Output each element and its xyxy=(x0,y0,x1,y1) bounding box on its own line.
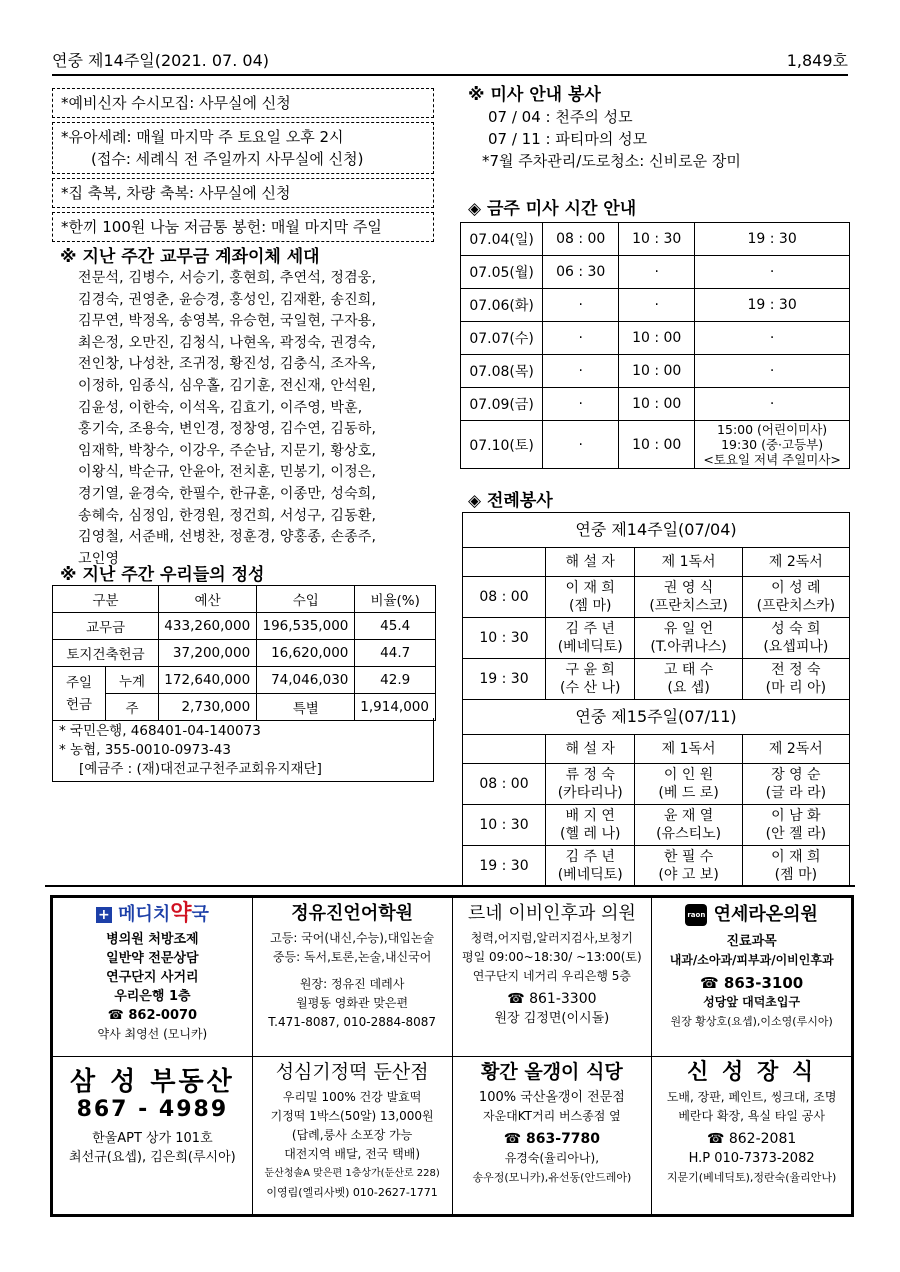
ad-line: 성당앞 대덕초입구 xyxy=(703,995,801,1009)
ad-line: 우리밀 100% 건강 발효떡 xyxy=(282,1089,422,1104)
mass-time-row xyxy=(461,421,850,469)
cumulative-budget: 172,640,000 xyxy=(159,667,257,694)
transfer-title: ※ 지난 주간 교무금 계좌이체 세대 xyxy=(60,247,320,267)
ad-name: 연세라온의원 xyxy=(713,904,818,925)
ad-phone: ☎ 862-2081 xyxy=(706,1130,797,1147)
name-line: 이왕식, 박순규, 안윤아, 전치훈, 민봉기, 이정은, xyxy=(78,464,377,481)
mass-day: 07.05(월) xyxy=(461,256,543,289)
mass-time: 10 : 00 xyxy=(619,388,695,421)
ad-line: 진료과목 xyxy=(726,934,777,949)
liturgy-server xyxy=(635,846,742,887)
liturgy-title: ◈ 전례봉사 xyxy=(468,491,553,511)
notice-item xyxy=(52,178,434,208)
name-line: 고인영 xyxy=(78,550,120,567)
liturgy-server xyxy=(635,659,742,700)
server-name: 김 주 년 xyxy=(565,849,615,865)
mass-time: 08 : 00 xyxy=(543,223,619,256)
name-line: 김경숙, 권영춘, 윤승경, 홍성인, 김재환, 송진희, xyxy=(78,291,377,308)
server-baptismal-name: (안 젤 라) xyxy=(765,826,827,842)
liturgy-time: 10 : 30 xyxy=(463,618,546,659)
ad-line: 일반약 전문상담 xyxy=(106,951,199,966)
mass-time: · xyxy=(695,355,850,388)
server-baptismal-name: (베 드 로) xyxy=(658,785,719,801)
mass-day: 07.04(일) xyxy=(461,223,543,256)
ad-line: 원장 김정면(이시돌) xyxy=(494,1011,610,1026)
finance-header: 비율(%) xyxy=(355,586,436,613)
sunday-label-line: 헌금 xyxy=(65,696,93,713)
name-line: 송혜숙, 심정임, 한경원, 정건희, 서성구, 김동환, xyxy=(78,507,377,524)
sunday-offering-label xyxy=(53,667,106,721)
ad-line: 평일 09:00~18:30/ ~13:00(토) xyxy=(462,950,642,964)
ad-phone: H.P 010-7373-2082 xyxy=(688,1150,815,1166)
server-baptismal-name: (헬 레 나) xyxy=(560,826,621,842)
mass-time: 19 : 30 xyxy=(695,223,850,256)
liturgy-server xyxy=(742,618,849,659)
server-name: 이 남 화 xyxy=(771,808,821,824)
ad-ricecake xyxy=(252,1056,452,1215)
liturgy-row xyxy=(463,618,850,659)
ad-line: T.471-8087, 010-2884-8087 xyxy=(268,1015,436,1029)
mass-service-item: 07 / 04 : 천주의 성모 xyxy=(488,108,633,126)
mass-time: · xyxy=(695,322,850,355)
bank-accounts xyxy=(52,718,434,782)
server-name: 이 인 원 xyxy=(663,767,714,783)
ad-line: 중등: 독서,토론,논술,내신국어 xyxy=(272,950,432,964)
liturgy-server xyxy=(635,764,742,805)
liturgy-role-header: 해 설 자 xyxy=(546,548,635,577)
ad-line: 송우정(모니카),유선동(안드레아) xyxy=(472,1170,632,1184)
ad-phone: ☎ 862-0070 xyxy=(107,1008,198,1023)
finance-header: 예산 xyxy=(159,586,257,613)
ad-phone: ☎ 863-7780 xyxy=(503,1130,601,1147)
liturgy-server xyxy=(546,764,635,805)
ad-phone: ☎ 861-3300 xyxy=(507,991,597,1007)
ad-line: 원장: 정유진 데레사 xyxy=(299,977,405,991)
saturday-masses xyxy=(695,421,850,469)
saturday-mass-line: 19:30 (중·고등부) xyxy=(721,437,824,452)
finance-income: 196,535,000 xyxy=(257,613,355,640)
server-baptismal-name: (T.아퀴나스) xyxy=(650,639,727,655)
server-baptismal-name: (베네딕토) xyxy=(557,639,623,655)
cumulative-ratio: 42.9 xyxy=(355,667,436,694)
ad-line: 기정떡 1박스(50알) 13,000원 xyxy=(270,1108,434,1123)
mass-day: 07.08(목) xyxy=(461,355,543,388)
mass-time: 10 : 30 xyxy=(619,223,695,256)
special-amount: 1,914,000 xyxy=(355,694,436,721)
ad-pharmacy xyxy=(53,898,253,1057)
liturgy-role-header: 제 2독서 xyxy=(742,548,849,577)
ad-line: 100% 국산올갱이 전문점 xyxy=(478,1089,625,1105)
server-name: 한 필 수 xyxy=(663,849,714,865)
notice-text: *집 축복, 차량 축복: 사무실에 신청 xyxy=(61,184,291,202)
liturgy-role-header: 제 1독서 xyxy=(635,548,742,577)
mass-time: 10 : 00 xyxy=(619,421,695,469)
mass-time: · xyxy=(543,355,619,388)
weekly-budget: 2,730,000 xyxy=(159,694,257,721)
cross-icon: + xyxy=(96,907,112,923)
ad-academy xyxy=(252,898,452,1057)
mass-time: · xyxy=(543,289,619,322)
mass-time: · xyxy=(543,388,619,421)
server-name: 고 태 수 xyxy=(663,662,714,678)
liturgy-server xyxy=(546,659,635,700)
ad-title: 삼 성 부동산 xyxy=(70,1066,235,1097)
liturgy-row xyxy=(463,764,850,805)
server-name: 류 정 숙 xyxy=(565,767,615,783)
notice-text: *유아세례: 매월 마지막 주 토요일 오후 2시 xyxy=(61,128,344,146)
ad-realestate xyxy=(53,1056,253,1215)
name-line: 전인창, 나성찬, 조귀정, 황진성, 김충식, 조자옥, xyxy=(78,356,377,373)
issue-date: 연중 제14주일(2021. 07. 04) xyxy=(52,51,269,70)
liturgy-table xyxy=(462,512,850,887)
ad-line: 약사 최영선 (모니카) xyxy=(97,1027,208,1041)
server-name: 이 재 희 xyxy=(565,580,615,596)
notice-item xyxy=(52,88,434,118)
liturgy-time: 19 : 30 xyxy=(463,846,546,887)
notice-text: *한끼 100원 나눔 저금통 봉헌: 매월 마지막 주일 xyxy=(61,218,382,236)
special-label: 특별 xyxy=(257,694,355,721)
ad-line: 유경숙(율리아나), xyxy=(504,1150,600,1165)
ad-title: 정유진언어학원 xyxy=(291,903,413,924)
server-name: 구 윤 희 xyxy=(565,662,615,678)
liturgy-server xyxy=(635,577,742,618)
finance-label: 교무금 xyxy=(53,613,159,640)
liturgy-server xyxy=(742,577,849,618)
server-baptismal-name: (요셉피나) xyxy=(763,639,829,655)
finance-budget: 37,200,000 xyxy=(159,640,257,667)
saturday-mass-line: <토요일 저녁 주일미사> xyxy=(703,452,841,467)
ad-line: 우리은행 1층 xyxy=(114,989,191,1004)
mass-time-row xyxy=(461,223,850,256)
liturgy-week-title: 연중 제14주일(07/04) xyxy=(463,513,850,548)
mass-service-item: *7월 주차관리/도로청소: 신비로운 장미 xyxy=(482,152,741,170)
account-line: * 국민은행, 468401-04-140073 xyxy=(59,723,261,739)
ad-line: 고등: 국어(내신,수능),대입논술 xyxy=(270,931,435,945)
ad-title xyxy=(55,901,250,926)
server-baptismal-name: (젬 마) xyxy=(774,867,818,883)
mass-day: 07.10(토) xyxy=(461,421,543,469)
liturgy-role-header: 해 설 자 xyxy=(546,735,635,764)
server-name: 김 주 년 xyxy=(565,621,615,637)
notice-subtext: (접수: 세례식 전 주일까지 사무실에 신청) xyxy=(91,150,364,168)
liturgy-empty-header xyxy=(463,735,546,764)
mass-time-row xyxy=(461,388,850,421)
saturday-mass-line: 15:00 (어린이미사) xyxy=(717,422,828,437)
ad-title xyxy=(654,904,849,941)
liturgy-server xyxy=(546,577,635,618)
notice-item xyxy=(52,122,434,174)
liturgy-time: 08 : 00 xyxy=(463,577,546,618)
ad-line: 한울APT 상가 101호 xyxy=(92,1130,213,1146)
liturgy-server xyxy=(546,805,635,846)
mass-time: 10 : 00 xyxy=(619,322,695,355)
server-name: 유 일 언 xyxy=(663,621,714,637)
server-name: 이 성 례 xyxy=(771,580,821,596)
liturgy-row xyxy=(463,577,850,618)
name-line: 최은정, 오만진, 김청식, 나현옥, 곽정숙, 권경숙, xyxy=(78,334,377,351)
finance-header: 구분 xyxy=(53,586,159,613)
liturgy-row xyxy=(463,846,850,887)
server-name: 전 정 숙 xyxy=(771,662,821,678)
finance-label: 토지건축헌금 xyxy=(53,640,159,667)
server-baptismal-name: (프란치스코) xyxy=(649,598,728,614)
ad-line: 베란다 확장, 욕실 타일 공사 xyxy=(678,1108,825,1123)
name-line: 이정하, 임종식, 심우홀, 김기훈, 전신재, 안석원, xyxy=(78,377,377,394)
ad-raon-clinic xyxy=(652,898,852,1057)
finance-budget: 433,260,000 xyxy=(159,613,257,640)
server-baptismal-name: (요 셉) xyxy=(667,680,710,696)
page-header xyxy=(52,46,848,76)
mass-time: · xyxy=(543,322,619,355)
ad-name-part: 메디치 xyxy=(118,904,171,925)
ad-ent-clinic xyxy=(452,898,652,1057)
name-line: 홍기숙, 조용숙, 변인경, 정창영, 김수연, 김동하, xyxy=(78,421,377,438)
finance-income: 16,620,000 xyxy=(257,640,355,667)
mass-time: · xyxy=(619,256,695,289)
ad-line: 대전지역 배달, 전국 택배) xyxy=(284,1146,421,1161)
ad-line: 도배, 장판, 페인트, 씽크대, 조명 xyxy=(666,1089,837,1104)
liturgy-row xyxy=(463,805,850,846)
liturgy-role-header: 제 1독서 xyxy=(635,735,742,764)
ad-line: 병의원 처방조제 xyxy=(106,932,199,947)
server-baptismal-name: (마 리 아) xyxy=(765,680,827,696)
server-name: 윤 재 열 xyxy=(663,808,714,824)
name-line: 김윤성, 이한숙, 이석옥, 김효기, 이주영, 박훈, xyxy=(78,399,363,416)
finance-ratio: 44.7 xyxy=(355,640,436,667)
mass-time: · xyxy=(695,388,850,421)
ad-title: 성심기정떡 둔산점 xyxy=(275,1060,429,1083)
account-line: * 농협, 355-0010-0973-43 xyxy=(59,742,231,758)
ad-line: 원장 황상호(요셉),이소영(루시아) xyxy=(670,1015,833,1028)
ad-line: 내과/소아과/피부과/이비인후과 xyxy=(669,953,834,967)
mass-time-row xyxy=(461,355,850,388)
ad-restaurant xyxy=(452,1056,652,1215)
liturgy-server xyxy=(742,846,849,887)
ad-interior xyxy=(652,1056,852,1215)
liturgy-empty-header xyxy=(463,548,546,577)
ad-line: 청력,어지럼,알러지검사,보청기 xyxy=(470,931,633,945)
finance-title: ※ 지난 주간 우리들의 정성 xyxy=(60,565,265,585)
liturgy-time: 10 : 30 xyxy=(463,805,546,846)
mass-service xyxy=(468,84,868,172)
ad-line: (답례,룽사 소포장 가능 xyxy=(291,1127,413,1142)
liturgy-time: 19 : 30 xyxy=(463,659,546,700)
name-line: 김무연, 박정옥, 송영복, 유승현, 국일현, 구자용, xyxy=(78,313,377,330)
liturgy-row xyxy=(463,659,850,700)
ad-phone: ☎ 863-3100 xyxy=(700,974,804,992)
name-line: 전문석, 김병수, 서승기, 홍현희, 추연석, 정겸웅, xyxy=(78,270,377,286)
mass-day: 07.07(수) xyxy=(461,322,543,355)
liturgy-server xyxy=(546,618,635,659)
mass-service-item: 07 / 11 : 파티마의 성모 xyxy=(488,130,648,148)
name-line: 임재학, 박창수, 이강우, 주순남, 지문기, 황상호, xyxy=(78,442,377,459)
ad-line: 최선규(요셉), 김은희(루시아) xyxy=(69,1149,236,1165)
mass-time-row xyxy=(461,256,850,289)
mass-time: · xyxy=(695,256,850,289)
mass-times-title: ◈ 금주 미사 시간 안내 xyxy=(468,199,637,219)
mass-time: · xyxy=(543,421,619,469)
name-line: 경기열, 윤경숙, 한필수, 한규훈, 이종만, 성숙희, xyxy=(78,485,377,502)
notice-item xyxy=(52,212,434,242)
server-name: 성 숙 희 xyxy=(771,621,821,637)
ad-phone: 867 - 4989 xyxy=(76,1096,229,1122)
mass-day: 07.09(금) xyxy=(461,388,543,421)
mass-day: 07.06(화) xyxy=(461,289,543,322)
notice-text: *예비신자 수시모집: 사무실에 신청 xyxy=(61,94,291,112)
ads-section xyxy=(50,895,854,1217)
mass-time: 06 : 30 xyxy=(543,256,619,289)
name-line: 김영철, 서준배, 선병찬, 정훈경, 양홍종, 손종주, xyxy=(78,529,377,546)
server-name: 배 지 연 xyxy=(565,808,615,824)
server-name: 이 재 희 xyxy=(771,849,821,865)
server-baptismal-name: (젬 마) xyxy=(569,598,612,614)
liturgy-server xyxy=(635,805,742,846)
server-baptismal-name: (유스티노) xyxy=(656,826,722,842)
issue-number: 1,849호 xyxy=(786,51,848,70)
finance-table xyxy=(52,585,436,721)
account-holder: [예금주 : (재)대전교구천주교회유지재단] xyxy=(79,761,322,777)
ad-line: 자운대KT거리 버스종점 옆 xyxy=(482,1108,621,1123)
liturgy-server xyxy=(742,764,849,805)
ad-name-part: 약 xyxy=(170,901,192,926)
ad-line: 지문기(베네딕토),정란숙(율리안나) xyxy=(666,1170,837,1184)
ad-line: 이영림(엘리사벳) 010-2627-1771 xyxy=(266,1185,438,1199)
mass-time: 10 : 00 xyxy=(619,355,695,388)
ad-line: 둔산청솔A 맞은편 1층상가(둔산로 228) xyxy=(264,1167,440,1179)
liturgy-week-title: 연중 제15주일(07/11) xyxy=(463,700,850,735)
liturgy-server xyxy=(635,618,742,659)
server-name: 장 영 순 xyxy=(771,767,821,783)
server-baptismal-name: (글 라 라) xyxy=(765,785,827,801)
liturgy-time: 08 : 00 xyxy=(463,764,546,805)
liturgy-server xyxy=(742,805,849,846)
mass-time-row xyxy=(461,289,850,322)
weekly-label: 주 xyxy=(106,694,159,721)
clinic-logo-icon: raon clinic xyxy=(685,904,707,926)
sunday-label-line: 주일 xyxy=(65,674,93,691)
server-baptismal-name: (수 산 나) xyxy=(560,680,621,696)
ads-divider xyxy=(45,885,855,887)
mass-time: · xyxy=(619,289,695,322)
mass-time-row xyxy=(461,322,850,355)
server-baptismal-name: (야 고 보) xyxy=(658,867,719,883)
liturgy-server xyxy=(742,659,849,700)
cumulative-label: 누계 xyxy=(106,667,159,694)
finance-ratio: 45.4 xyxy=(355,613,436,640)
liturgy-server xyxy=(546,846,635,887)
transfer-names xyxy=(78,268,428,570)
finance-header: 수입 xyxy=(257,586,355,613)
cumulative-income: 74,046,030 xyxy=(257,667,355,694)
ad-title: 르네 이비인후과 의원 xyxy=(467,903,636,924)
ad-line: 월평동 영화관 맞은편 xyxy=(296,996,409,1010)
ad-title: 신 성 장 식 xyxy=(687,1059,817,1085)
notices xyxy=(52,88,434,246)
liturgy-role-header: 제 2독서 xyxy=(742,735,849,764)
server-baptismal-name: (베네딕토) xyxy=(557,867,623,883)
mass-times-table xyxy=(460,222,850,469)
ad-name-part: 국 xyxy=(191,904,209,925)
server-name: 권 영 식 xyxy=(663,580,714,596)
server-baptismal-name: (프란치스카) xyxy=(756,598,836,614)
server-baptismal-name: (카타리나) xyxy=(557,785,623,801)
mass-time: 19 : 30 xyxy=(695,289,850,322)
ad-title: 황간 올갱이 식당 xyxy=(481,1060,623,1083)
ad-line: 연구단지 사거리 xyxy=(106,970,199,985)
ad-line: 연구단지 네거리 우리은행 5층 xyxy=(472,969,631,983)
mass-service-title: ※ 미사 안내 봉사 xyxy=(468,85,601,105)
